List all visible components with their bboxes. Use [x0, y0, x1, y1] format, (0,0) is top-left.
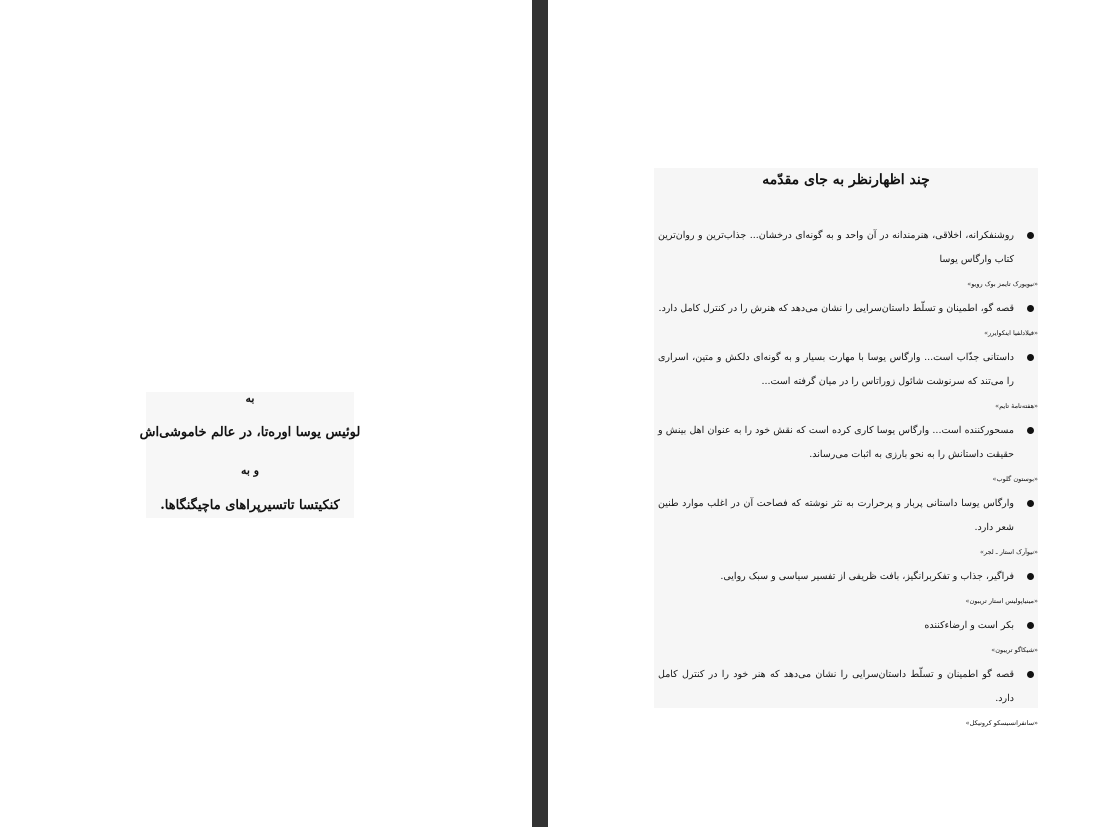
praise-quote: روشنفکرانه، اخلاقی، هنرمندانه در آن واحد و به گونه‌ای درخشان... جذاب‌ترین و روان‌ترین کتاب وارگاس یوسا: [658, 230, 1014, 265]
dedication-line-2: لوئیس یوسا اوره‌تا، در عالم خاموشی‌اش: [139, 425, 361, 440]
page-gutter: [532, 0, 548, 827]
praise-quote: مسحورکننده است... وارگاس یوسا کاری کرده است که نقش خود را به عنوان اهل بینش و حقیقت داستانش را به نحو بارزی به اثبات می‌رساند.: [658, 425, 1014, 460]
praise-title: چند اظهارنظر به جای مقدّمه: [762, 172, 930, 188]
praise-item: [654, 224, 1038, 297]
praise-item: [654, 297, 1038, 346]
praise-source: «بوستون گلوب»: [992, 475, 1038, 483]
praise-quote: وارگاس یوسا داستانی پربار و پرحرارت به نثر نوشته که فصاحت آن در اغلب موارد طنین شعر دارد.: [658, 498, 1014, 533]
praise-quote: قصه گو، اطمینان و تسلّط داستان‌سرایی را نشان می‌دهد که هنرش را در کنترل کامل دارد.: [658, 303, 1014, 314]
praise-quote: داستانی جذّاب است... وارگاس یوسا با مهارت بسیار و به گونه‌ای دلکش و متین، اسراری را می‌تند که سرنوشت شائول زوراتاس را در میان گرفته است...: [658, 352, 1014, 387]
praise-item: [654, 565, 1038, 614]
praise-item: [654, 663, 1038, 736]
dedication-line-1: به: [245, 392, 255, 405]
dedication-line-4: کنکیتسا تاتسیرپراهای ماچیگنگاها.: [160, 498, 340, 513]
praise-source: «نیوآرک استار ـ لجر»: [979, 548, 1038, 556]
praise-section: [654, 168, 1038, 727]
dedication-line-3: و به: [240, 464, 260, 477]
left-page: [0, 0, 532, 827]
praise-item: [654, 492, 1038, 565]
praise-quote: فراگیر، جذاب و تفکربرانگیز، بافت ظریفی از تفسیر سیاسی و سبک روایی.: [720, 571, 1014, 582]
praise-item: [654, 614, 1038, 663]
praise-source: «مینیاپولیس استار تریبون»: [965, 597, 1038, 605]
praise-quote: قصه گو اطمینان و تسلّط داستان‌سرایی را نشان می‌دهد که هنر خود را در کنترل کامل دارد.: [658, 669, 1014, 704]
praise-source: «فیلادلفیا اینکوایرر»: [984, 329, 1038, 337]
praise-source: «سانفرانسیسکو کرونیکل»: [965, 719, 1038, 727]
dedication: [139, 392, 361, 518]
praise-list: [654, 224, 1038, 736]
praise-quote: بکر است و ارضاءکننده: [924, 620, 1014, 631]
praise-source: «شیکاگو تریبون»: [991, 646, 1038, 654]
praise-source: «هفته‌نامهٔ تایم»: [995, 402, 1038, 410]
praise-source: «نیویورک تایمز بوک رویو»: [967, 280, 1038, 288]
praise-item: [654, 419, 1038, 492]
praise-item: [654, 346, 1038, 419]
